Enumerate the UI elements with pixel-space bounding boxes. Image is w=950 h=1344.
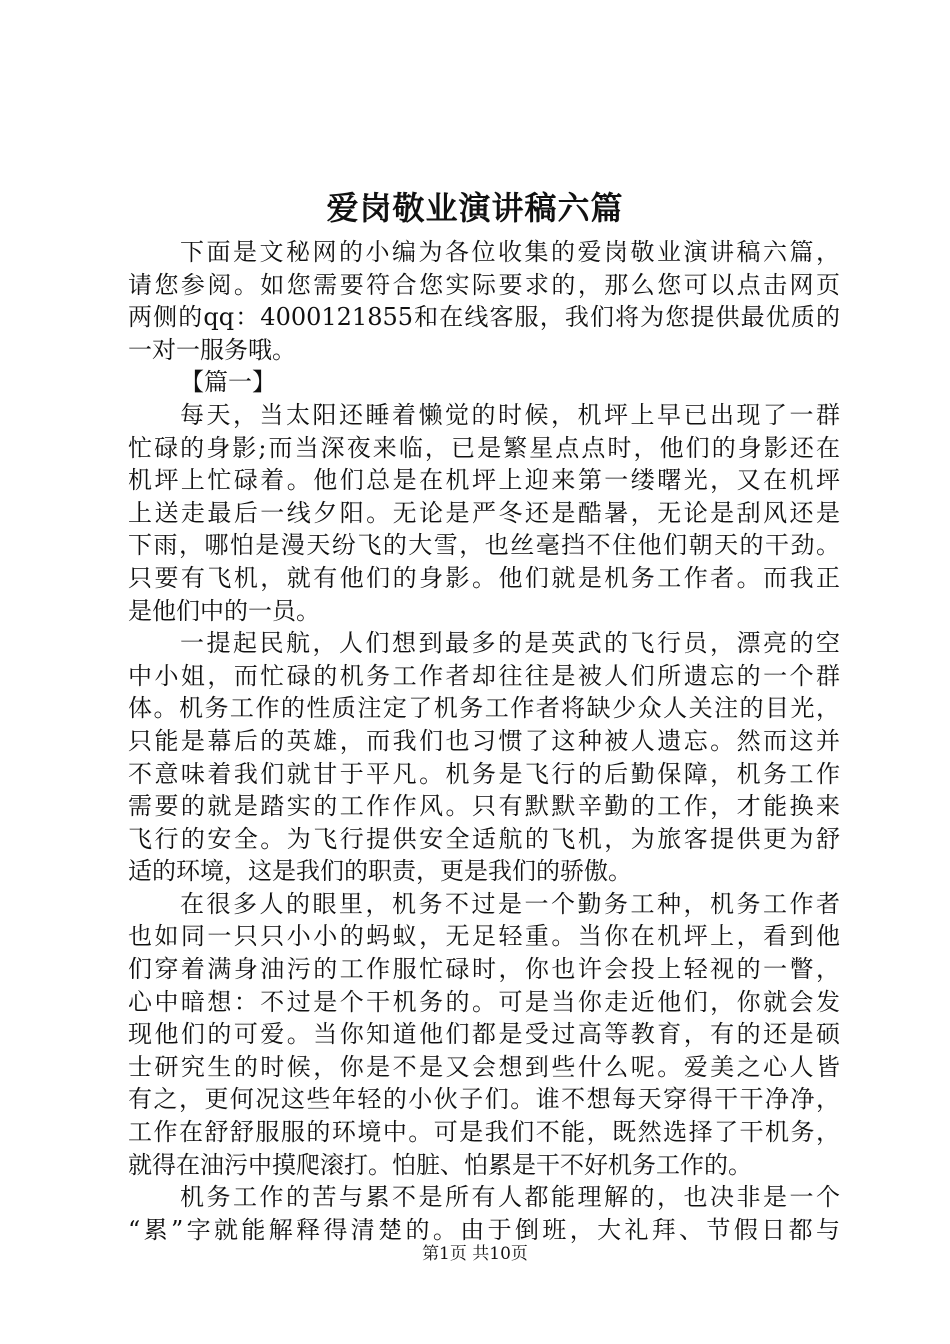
document-title: 爱岗敬业演讲稿六篇 [326,189,624,227]
text-line: 只要有飞机，就有他们的身影。他们就是机务工作者。而我正 [128,563,840,592]
text-line: 两侧的qq：4000121855和在线客服，我们将为您提供最优质的 [128,303,840,332]
page-footer: 第1页 共10页 [422,1244,528,1264]
text-line: “累”字就能解释得清楚的。由于倒班，大礼拜、节假日都与 [128,1215,840,1244]
text-line: 飞行的安全。为飞行提供安全适航的飞机，为旅客提供更为舒 [128,824,840,853]
text-line: 一提起民航，人们想到最多的是英武的飞行员，漂亮的空 [180,629,840,658]
text-line: 下雨，哪怕是漫天纷飞的大雪，也丝毫挡不住他们朝天的干劲。 [128,531,840,560]
text-line: 每天，当太阳还睡着懒觉的时候，机坪上早已出现了一群 [180,400,840,429]
text-line: 适的环境，这是我们的职责，更是我们的骄傲。 [128,857,632,886]
text-line: 们穿着满身油污的工作服忙碌时，你也许会投上轻视的一瞥， [128,955,840,984]
text-line: 现他们的可爱。当你知道他们都是受过高等教育，有的还是硕 [128,1020,840,1049]
text-line: 中小姐，而忙碌的机务工作者却往往是被人们所遗忘的一个群 [128,661,840,690]
text-line: 就得在油污中摸爬滚打。怕脏、怕累是干不好机务工作的。 [128,1150,752,1179]
text-line: 一对一服务哦。 [128,335,296,364]
text-line: 是他们中的一员。 [128,596,320,625]
text-line: 请您参阅。如您需要符合您实际要求的，那么您可以点击网页 [128,270,840,299]
text-line: 工作在舒舒服服的环境中。可是我们不能，既然选择了干机务， [128,1118,840,1147]
text-line: 忙碌的身影;而当深夜来临，已是繁星点点时，他们的身影还在 [128,433,840,462]
text-line: 有之，更何况这些年轻的小伙子们。谁不想每天穿得干干净净， [128,1085,840,1114]
text-line: 上送走最后一线夕阳。无论是严冬还是酷暑，无论是刮风还是 [128,498,840,527]
text-line: 下面是文秘网的小编为各位收集的爱岗敬业演讲稿六篇， [180,238,840,266]
text-line: 机务工作的苦与累不是所有人都能理解的，也决非是一个 [180,1183,840,1212]
section-heading: 【篇一】 [180,368,276,397]
document-body [128,236,840,1246]
text-line: 士研究生的时候，你是不是又会想到些什么呢。爱美之心人皆 [128,1052,840,1081]
text-line: 在很多人的眼里，机务不过是一个勤务工种，机务工作者 [180,889,840,918]
text-line: 只能是幕后的英雄，而我们也习惯了这种被人遗忘。然而这并 [128,726,840,755]
text-line: 机坪上忙碌着。他们总是在机坪上迎来第一缕曙光，又在机坪 [128,466,840,495]
text-line: 需要的就是踏实的工作作风。只有默默辛勤的工作，才能换来 [128,792,840,821]
text-line: 体。机务工作的性质注定了机务工作者将缺少众人关注的目光， [128,694,840,723]
text-line: 心中暗想：不过是个干机务的。可是当你走近他们，你就会发 [128,987,840,1016]
text-line: 不意味着我们就甘于平凡。机务是飞行的后勤保障，机务工作 [128,759,840,788]
text-line: 也如同一只只小小的蚂蚁，无足轻重。当你在机坪上，看到他 [128,922,840,951]
